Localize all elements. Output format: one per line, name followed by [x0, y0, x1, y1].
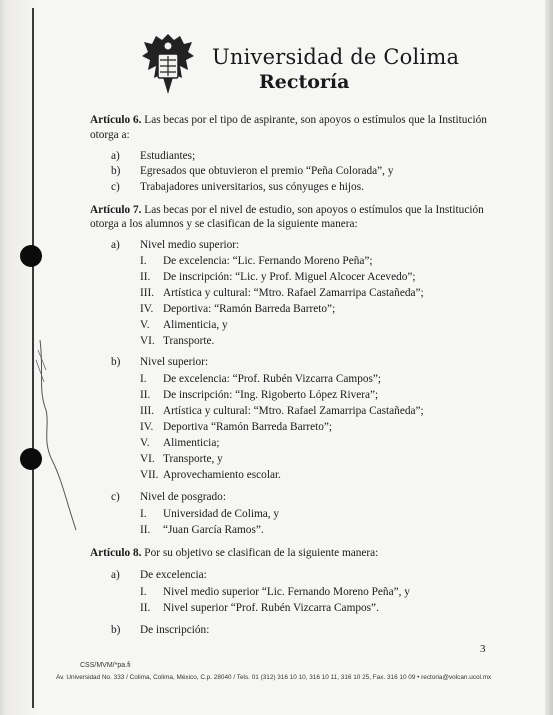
- roman-numeral: I.: [140, 373, 147, 385]
- roman-numeral: III.: [140, 287, 155, 299]
- list-item: Alimenticia;: [163, 437, 220, 449]
- roman-numeral: III.: [140, 405, 155, 417]
- article-8-title: Artículo 8.: [90, 547, 142, 559]
- list-item: Artística y cultural: “Mtro. Rafael Zamarripa Castañeda”;: [163, 405, 424, 417]
- roman-numeral: V.: [140, 437, 150, 449]
- list-item: Aprovechamiento escolar.: [163, 469, 281, 481]
- list-item: De inscripción: “Lic. y Prof. Miguel Alcocer Acevedo”;: [163, 271, 416, 283]
- list-label: b): [111, 165, 121, 177]
- list-item: “Juan García Ramos”.: [163, 524, 264, 536]
- list-label: c): [111, 181, 120, 193]
- roman-numeral: II.: [140, 271, 151, 283]
- punch-hole-top: [20, 245, 42, 267]
- list-label: a): [111, 150, 120, 162]
- list-item: Universidad de Colima, y: [163, 508, 280, 520]
- list-label: a): [111, 569, 120, 581]
- office-name: Rectoría: [259, 71, 350, 93]
- page-number: 3: [480, 643, 486, 655]
- section-heading: Nivel de posgrado:: [140, 491, 226, 503]
- list-label: b): [111, 624, 121, 636]
- list-item: De excelencia: “Lic. Fernando Moreno Peña”;: [163, 255, 373, 267]
- roman-numeral: I.: [140, 255, 147, 267]
- roman-numeral: IV.: [140, 421, 154, 433]
- article-6-line1: Las becas por el tipo de aspirante, son apoyos o estímulos que la Institución: [144, 114, 487, 126]
- roman-numeral: IV.: [140, 303, 154, 315]
- roman-numeral: II.: [140, 602, 151, 614]
- article-7-line2: otorga a los alumnos y se clasifican de la siguiente manera:: [90, 218, 358, 230]
- article-7-title: Artículo 7.: [90, 204, 142, 216]
- list-item: Estudiantes;: [140, 150, 196, 162]
- article-8-line1: Por su objetivo se clasifican de la siguiente manera:: [144, 547, 379, 559]
- list-label: a): [111, 239, 120, 251]
- list-label: c): [111, 491, 120, 503]
- list-item: Trabajadores universitarios, sus cónyuges e hijos.: [140, 181, 364, 193]
- letterhead: [140, 30, 460, 100]
- university-name: Universidad de Colima: [212, 45, 460, 69]
- article-7-intro: [90, 203, 484, 217]
- section-heading: Nivel superior:: [140, 356, 209, 368]
- reference-code: CSS/MVM/*pa.fi: [80, 662, 131, 669]
- list-item: Deportiva: “Ramón Barreda Barreto”;: [163, 303, 336, 315]
- article-6-title: Artículo 6.: [90, 114, 142, 126]
- list-item: Egresados que obtuvieron el premio “Peña Colorada”, y: [140, 165, 394, 177]
- university-crest-icon: [140, 30, 196, 98]
- article-6-line2: otorga a:: [90, 129, 130, 141]
- roman-numeral: I.: [140, 586, 147, 598]
- roman-numeral: VI.: [140, 453, 155, 465]
- page-edge-shadow: [545, 0, 553, 715]
- list-item: Artística y cultural: “Mtro. Rafael Zamarripa Castañeda”;: [163, 287, 424, 299]
- pen-mark: [32, 330, 82, 540]
- article-7-line1: Las becas por el nivel de estudio, son apoyos o estímulos que la Institución: [144, 204, 484, 216]
- article-8-intro: [90, 546, 378, 560]
- list-item: De excelencia: “Prof. Rubén Vizcarra Campos”;: [163, 373, 382, 385]
- list-item: Transporte.: [163, 335, 215, 347]
- section-heading: De inscripción:: [140, 624, 210, 636]
- list-item: Deportiva “Ramón Barreda Barreto”;: [163, 421, 333, 433]
- roman-numeral: I.: [140, 508, 147, 520]
- section-heading: Nivel medio superior:: [140, 239, 240, 251]
- list-item: Alimenticia, y: [163, 319, 228, 331]
- roman-numeral: VII.: [140, 469, 159, 481]
- list-label: b): [111, 356, 121, 368]
- roman-numeral: V.: [140, 319, 150, 331]
- roman-numeral: II.: [140, 524, 151, 536]
- list-item: Nivel superior “Prof. Rubén Vizcarra Campos”.: [163, 602, 379, 614]
- list-item: Nivel medio superior “Lic. Fernando Moreno Peña”, y: [163, 586, 410, 598]
- footer-address: Av. Universidad No. 333 / Colima, Colima, México, C.p. 28040 / Tels. 01 (312) 316 10 10, 316 10 11, 316 10 25, Fax. 316 10 09 • rectoria@volcan.ucol.mx: [56, 674, 492, 681]
- list-item: Transporte, y: [163, 453, 223, 465]
- roman-numeral: II.: [140, 389, 151, 401]
- section-heading: De excelencia:: [140, 569, 207, 581]
- roman-numeral: VI.: [140, 335, 155, 347]
- article-6-intro: [90, 113, 487, 127]
- list-item: De inscripción: “Ing. Rigoberto López Rivera”;: [163, 389, 379, 401]
